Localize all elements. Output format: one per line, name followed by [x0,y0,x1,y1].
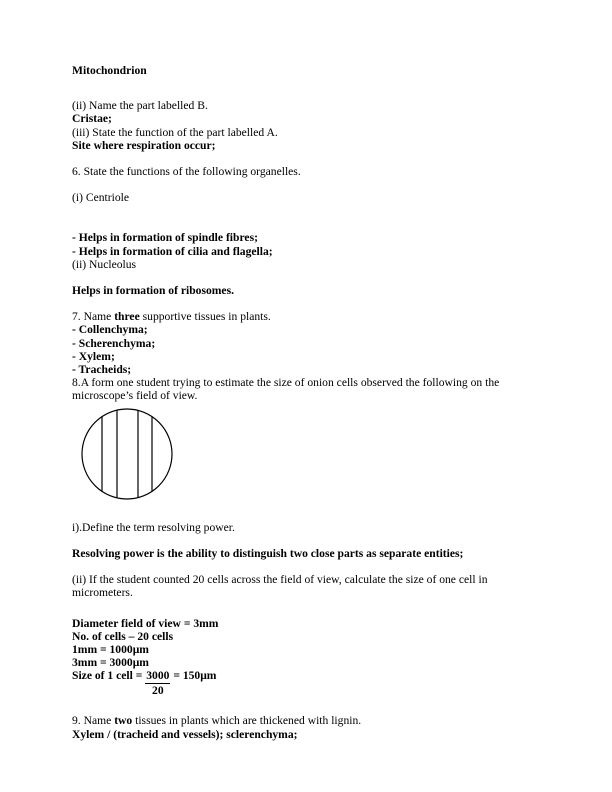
work-line-diameter: Diameter field of view = 3mm [72,616,219,630]
q8-question-i: i).Define the term resolving power. [72,520,235,534]
q9-stem-post: tissues in plants which are thickened with lignin. [132,714,362,728]
question-7-block [72,310,540,402]
q9-stem-emphasis: two [114,714,133,728]
fraction-denominator: 20 [152,684,164,698]
q8-answer-i: Resolving power is the ability to distinguish two close parts as separate entities; [72,547,464,561]
q6-part-i-label: (i) Centriole [72,191,129,205]
section-heading: Mitochondrion [72,64,147,77]
q5b-answer-iii: Site where respiration occur; [72,138,216,152]
question-5b-block [72,99,540,152]
q9-answer: Xylem / (tracheid and vessels); sclerenchyma; [72,727,298,741]
work-line-mm-conversion: 1mm = 1000μm [72,643,149,657]
question-8-stem: 8.A form one student trying to estimate the size of onion cells observed the following on the microscope’s field of view. [72,376,500,403]
q7-stem-emphasis: three [114,310,140,324]
work-line-cells: No. of cells – 20 cells [72,629,174,643]
work-line-cell-size [72,669,540,697]
cell-size-result: = 150μm [170,669,217,683]
q8-question-ii: (ii) If the student counted 20 cells across the field of view, calculate the size of one cell in micrometers. [72,573,488,600]
question-7-stem [72,310,540,323]
question-9-block [72,714,540,740]
question-9-stem [72,714,540,727]
q7-stem-pre: 7. Name [72,310,115,324]
q7-stem-post: supportive tissues in plants. [139,310,271,324]
q7-answer-2: - Scherenchyma; [72,336,156,350]
q5b-answer-ii: Cristae; [72,112,112,126]
cell-wall-lines [102,407,152,501]
onion-cells-diagram [80,407,174,501]
fraction [145,669,170,697]
q6-part-ii-answer: Helps in formation of ribosomes. [72,284,234,298]
q7-answer-1: - Collenchyma; [72,323,148,337]
field-of-view-circle [82,409,172,499]
q8-working-block [72,617,540,698]
q5b-question-iii: (iii) State the function of the part labelled A. [72,125,278,139]
q6-part-i-answers [72,231,540,271]
question-6-stem: 6. State the functions of the following organelles. [72,165,301,179]
q6-part-i-answer-1: - Helps in formation of spindle fibres; [72,231,258,245]
fraction-numerator: 3000 [146,669,170,683]
cell-size-prefix: Size of 1 cell = [72,669,146,683]
q5b-question-ii: (ii) Name the part labelled B. [72,99,208,113]
q6-part-ii-label: (ii) Nucleolus [72,257,137,271]
q7-answer-3: - Xylem; [72,349,115,363]
field-of-view-diagram [80,407,540,504]
work-line-3mm-conversion: 3mm = 3000μm [72,656,149,670]
q9-stem-pre: 9. Name [72,714,115,728]
q6-part-i-answer-2: - Helps in formation of cilia and flagella; [72,244,273,258]
q7-answer-4: - Tracheids; [72,363,132,377]
